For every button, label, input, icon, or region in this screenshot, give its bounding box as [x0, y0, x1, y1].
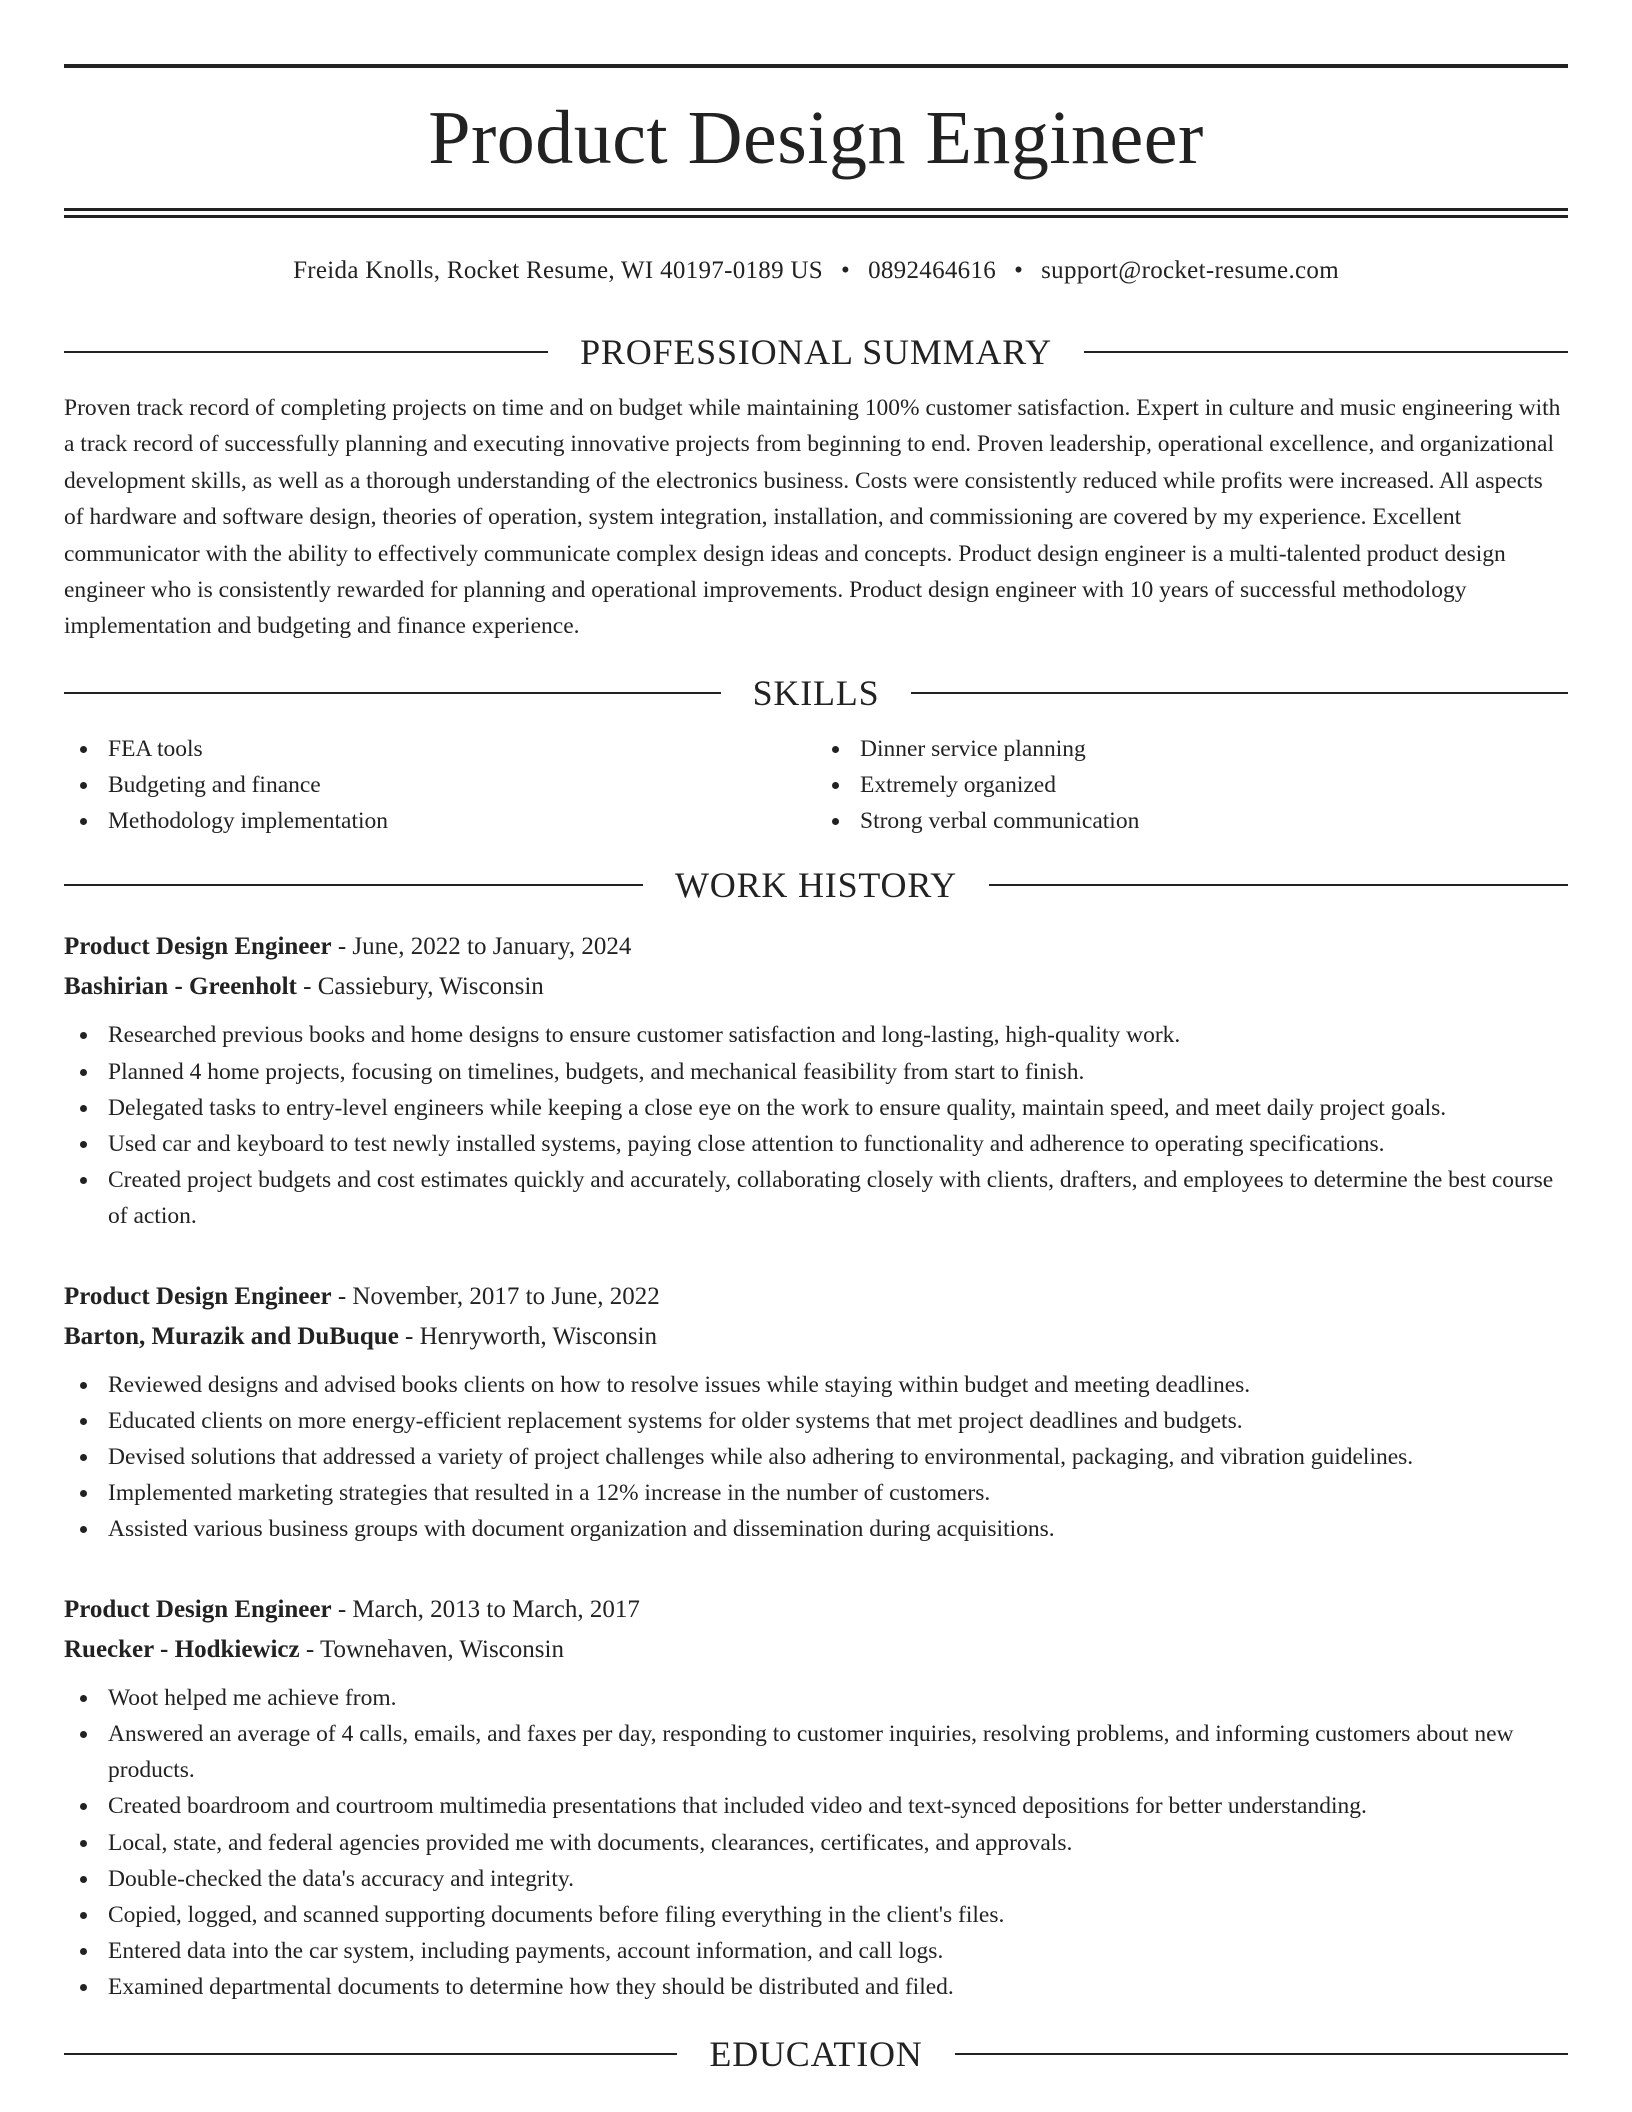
job-bullet: Created boardroom and courtroom multimedia presentations that included video and text-synced depositions for better understanding.	[64, 1788, 1568, 1824]
job-title-line	[64, 1277, 1568, 1317]
job-title-line	[64, 927, 1568, 967]
job-company-line	[64, 967, 1568, 1007]
section-header-skills	[64, 673, 1568, 713]
job-bullet: Woot helped me achieve from.	[64, 1680, 1568, 1716]
job-entry	[64, 1277, 1568, 1548]
contact-separator: •	[1014, 257, 1024, 284]
job-bullet: Researched previous books and home designs to ensure customer satisfaction and long-lasting, high-quality work.	[64, 1017, 1568, 1053]
job-dates: - June, 2022 to January, 2024	[331, 933, 632, 961]
job-bullet: Reviewed designs and advised books clients on how to resolve issues while staying within budget and meeting deadlines.	[64, 1367, 1568, 1403]
skills-column-right	[816, 731, 1568, 840]
skill-item: Strong verbal communication	[816, 803, 1568, 839]
job-bullet: Delegated tasks to entry-level engineers while keeping a close eye on the work to ensure quality, maintain speed, and meet daily project goals.	[64, 1090, 1568, 1126]
skills-column-left	[64, 731, 816, 840]
job-bullets	[64, 1017, 1568, 1234]
skill-item: Methodology implementation	[64, 803, 816, 839]
section-rule	[64, 884, 643, 886]
job-bullet: Created project budgets and cost estimates quickly and accurately, collaborating closely with clients, drafters, and employees to determine the best course of action.	[64, 1162, 1568, 1234]
job-title: Product Design Engineer	[64, 933, 332, 961]
job-bullet: Examined departmental documents to determine how they should be distributed and filed.	[64, 1969, 1568, 2005]
contact-line	[64, 218, 1568, 286]
job-bullet: Answered an average of 4 calls, emails, and faxes per day, responding to customer inquiries, resolving problems, and informing customers about new products.	[64, 1716, 1568, 1788]
job-title-line	[64, 1590, 1568, 1630]
contact-separator: •	[841, 257, 851, 284]
section-rule	[1084, 351, 1568, 353]
summary-text: Proven track record of completing projects on time and on budget while maintaining 100% customer satisfaction. Expert in culture and music engineering with a track record of successfully planning and executing innovative projects from beginning to end. Proven leadership, operational excellence, and organizational development skills, as well as a thorough understanding of the electronics business. Costs were consistently reduced while profits were increased. All aspects of hardware and software design, theories of operation, system integration, installation, and commissioning are covered by my experience. Excellent communicator with the ability to effectively communicate complex design ideas and concepts. Product design engineer is a multi-talented product design engineer who is consistently rewarded for planning and operational improvements. Product design engineer with 10 years of successful methodology implementation and budgeting and finance experience.	[64, 395, 1561, 640]
job-bullets	[64, 1680, 1568, 2006]
skill-item: FEA tools	[64, 731, 816, 767]
job-location: - Henryworth, Wisconsin	[398, 1322, 658, 1350]
job-bullet: Devised solutions that addressed a variety of project challenges while also adhering to environmental, packaging, and vibration guidelines.	[64, 1439, 1568, 1475]
section-rule	[955, 2053, 1568, 2055]
job-company: Ruecker - Hodkiewicz	[64, 1635, 300, 1663]
job-bullet: Assisted various business groups with document organization and dissemination during acquisitions.	[64, 1511, 1568, 1547]
section-header-summary	[64, 332, 1568, 372]
job-title: Product Design Engineer	[64, 1282, 332, 1310]
section-rule	[989, 884, 1568, 886]
section-header-work-history	[64, 865, 1568, 905]
skill-item: Dinner service planning	[816, 731, 1568, 767]
job-bullet: Used car and keyboard to test newly installed systems, paying close attention to functionality and adherence to operating specifications.	[64, 1126, 1568, 1162]
job-title: Product Design Engineer	[64, 1595, 332, 1623]
job-bullet: Copied, logged, and scanned supporting documents before filing everything in the client's files.	[64, 1897, 1568, 1933]
job-company-line	[64, 1630, 1568, 1670]
job-bullet: Local, state, and federal agencies provided me with documents, clearances, certificates, and approvals.	[64, 1825, 1568, 1861]
section-title: PROFESSIONAL SUMMARY	[580, 332, 1052, 372]
job-entry	[64, 927, 1568, 1234]
section-rule	[911, 692, 1568, 694]
section-title: SKILLS	[752, 672, 880, 713]
job-company: Barton, Murazik and DuBuque	[64, 1322, 399, 1350]
job-location: - Cassiebury, Wisconsin	[296, 973, 544, 1001]
job-location: - Townehaven, Wisconsin	[299, 1635, 564, 1663]
job-bullet: Implemented marketing strategies that resulted in a 12% increase in the number of customers.	[64, 1475, 1568, 1511]
skill-item: Extremely organized	[816, 767, 1568, 803]
contact-phone: 0892464616	[868, 257, 997, 284]
section-title: EDUCATION	[709, 2033, 923, 2074]
skills-list	[64, 731, 1568, 840]
section-header-education	[64, 2034, 1568, 2074]
job-company: Bashirian - Greenholt	[64, 973, 297, 1001]
section-rule	[64, 351, 548, 353]
resume-title: Product Design Engineer	[428, 96, 1204, 180]
skill-item: Budgeting and finance	[64, 767, 816, 803]
section-title: WORK HISTORY	[675, 865, 957, 906]
job-bullet: Educated clients on more energy-efficient replacement systems for older systems that met project deadlines and budgets.	[64, 1403, 1568, 1439]
contact-email: support@rocket-resume.com	[1041, 257, 1339, 284]
section-rule	[64, 2053, 677, 2055]
job-dates: - March, 2013 to March, 2017	[331, 1595, 640, 1623]
job-entry	[64, 1590, 1568, 2006]
title-double-rule	[64, 208, 1568, 218]
section-rule	[64, 692, 721, 694]
job-bullet: Planned 4 home projects, focusing on timelines, budgets, and mechanical feasibility from start to finish.	[64, 1054, 1568, 1090]
job-bullets	[64, 1367, 1568, 1548]
job-dates: - November, 2017 to June, 2022	[331, 1282, 660, 1310]
job-company-line	[64, 1317, 1568, 1357]
job-bullet: Entered data into the car system, including payments, account information, and call logs.	[64, 1933, 1568, 1969]
job-bullet: Double-checked the data's accuracy and integrity.	[64, 1861, 1568, 1897]
contact-address: Freida Knolls, Rocket Resume, WI 40197-0189 US	[293, 257, 824, 284]
